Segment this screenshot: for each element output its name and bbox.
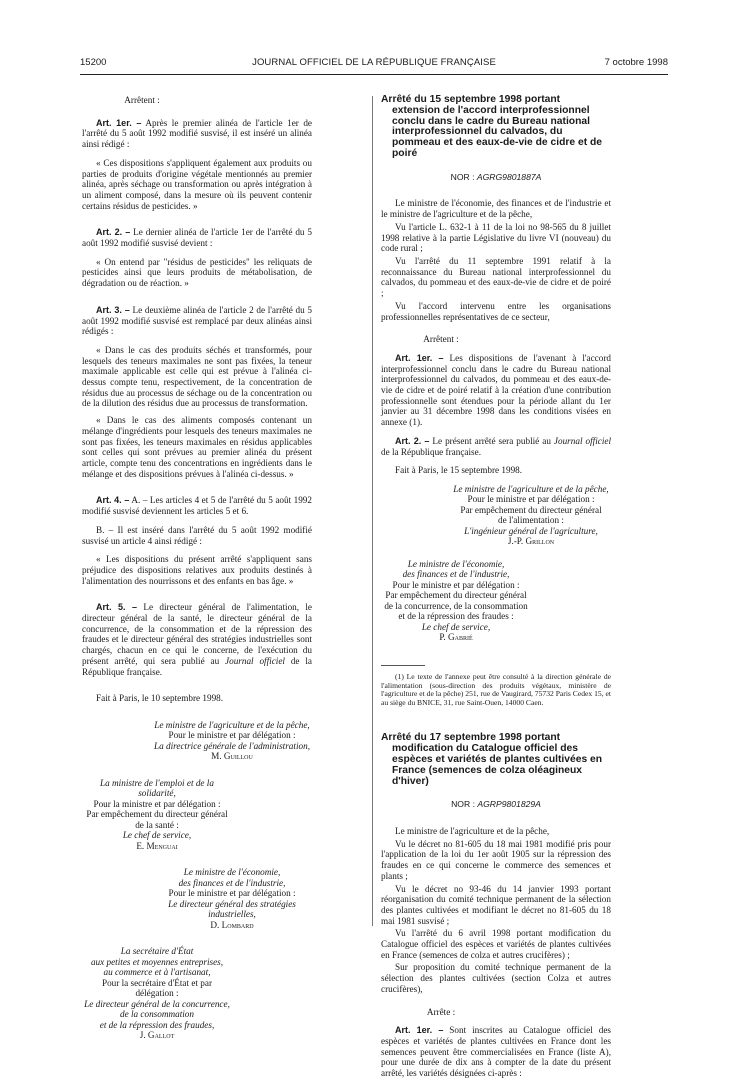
nor-code: AGRG9801887A — [476, 171, 542, 182]
signatory-title: La ministre de l'emploi et de la solidarité, — [100, 777, 214, 799]
signature-block — [381, 559, 531, 643]
article-1 — [381, 353, 611, 428]
fait-a-paris: Fait à Paris, le 15 septembre 1998. — [395, 465, 523, 476]
signatory-title: Le ministre de l'économie, — [183, 867, 281, 878]
signatory-title: La directrice générale de l'administration, — [153, 740, 310, 751]
right-column — [381, 95, 611, 1079]
signatory-title: Le chef de service, — [122, 830, 192, 841]
signatory-title: L'ingénieur général de l'agriculture, — [464, 525, 598, 536]
delegation-line: de la concurrence, de la consommation — [384, 600, 528, 611]
article-1-quote: « Ces dispositions s'appliquent également aux produits ou parties de produits d'origine végétale mentionnés au premier alinéa, après séchage ou transformation ou après intégration à un aliment composé, dans la mesure où ils peuvent contenir certains résidus de pesticides. » — [82, 157, 312, 211]
signatory-title: Le ministre de l'économie, — [407, 558, 505, 569]
page-number: 15200 — [80, 57, 107, 68]
article-4 — [82, 495, 312, 516]
signatory-title: de la consommation — [119, 1009, 194, 1020]
article-1 — [381, 1025, 611, 1079]
journal-title: JOURNAL OFFICIEL DE LA RÉPUBLIQUE FRANÇAISE — [252, 57, 496, 68]
signatory-title: et de la répression des fraudes, — [99, 1019, 215, 1030]
article-label: Art. 1er. – — [96, 117, 142, 128]
signatory-title: des finances et de l'industrie, — [402, 569, 510, 580]
delegation-line: de la santé : — [135, 819, 179, 830]
article-label: Art. 1er. – — [395, 1025, 444, 1036]
article-label: Art. 1er. – — [395, 352, 444, 363]
decree-title: Arrêté du 15 septembre 1998 portant extension de l'accord interprofessionnel conclu dans le cadre du Bureau national interprofessionnel du calvados, du pommeau et des eaux-de-vie de cidre et de poiré — [381, 94, 603, 159]
decree-title: Arrêté du 17 septembre 1998 portant modification du Catalogue officiel des espèces et variétés de plantes cultivées en France (semences de colza oléagineux d'hiver) — [381, 732, 603, 787]
article-3 — [82, 305, 312, 337]
signatory-title: aux petites et moyennes entreprises, — [90, 956, 224, 967]
preamble-paragraph: Vu le décret no 93-46 du 14 janvier 1993 portant réorganisation du comité technique permanent de la sélection des plantes cultivées et modifiant le décret no 81-605 du 18 mai 1981 susvisé ; — [381, 883, 611, 926]
signature-block — [82, 778, 232, 852]
article-2 — [82, 227, 312, 248]
preamble-paragraph: Le ministre de l'économie, des finances et de l'industrie et le ministre de l'agriculture et de la pêche, — [381, 198, 611, 220]
signatory-title: La secrétaire d'État — [120, 946, 194, 957]
fait-a-paris: Fait à Paris, le 10 septembre 1998. — [96, 693, 224, 704]
delegation-line: Pour le ministre et par délégation : — [392, 579, 520, 590]
journal-officiel-ref: Journal officiel — [553, 435, 612, 446]
article-3-quote-1: « Dans le cas des produits séchés et transformés, pour lesquels des teneurs maximales ne sont pas fixées, la teneur maximale applicable est celle qui est prévue à l'alinéa ci-dessus compte tenu, respectivement, de la concentration de résidus due au processus de séchage ou de la concentration ou de la dilution des résidus due au processus de transformation. — [82, 344, 312, 409]
article-label: Art. 2. – — [395, 435, 430, 446]
article-2: Art. 2. – Le présent arrêté sera publié au Journal officiel de la République française. — [381, 435, 612, 457]
nor-reference: NOR : AGRG9801887A — [450, 171, 542, 182]
preamble — [381, 826, 611, 995]
article-label: Art. 4. – — [96, 495, 130, 506]
signature-block — [152, 720, 312, 762]
signature-block — [451, 484, 611, 547]
signature-block — [82, 946, 232, 1041]
article-2-quote: « On entend par "résidus de pesticides" les reliquats de pesticides ainsi que leurs produits de métabolisation, de dégradation ou de réaction. » — [82, 256, 312, 289]
article-3-quote-2: « Dans le cas des aliments composés contenant un mélange d'ingrédients pour lesquels des teneurs maximales ne sont pas fixées, les teneurs maximales en résidus applicables sont celles qui sont prévues au premier alinéa du présent article, compte tenu des concentrations en ingrédients dans le mélange et des dispositions prévues à l'alinéa ci-dessus. » — [82, 415, 312, 479]
delegation-line: et de la répression des fraudes : — [398, 611, 514, 622]
signatory-title: au commerce et à l'artisanat, — [103, 967, 211, 978]
signatory-name: D. Lombard — [210, 919, 254, 930]
article-label: Art. 2. – — [96, 227, 131, 238]
preamble-paragraph: Le ministre de l'agriculture et de la pêche, — [395, 826, 550, 837]
delegation-line: Pour la secrétaire d'État et par délégation : — [101, 977, 213, 999]
delegation-line: Pour le ministre et par délégation : — [168, 730, 296, 741]
article-4-b: B. – Il est inséré dans l'arrêté du 5 août 1992 modifié susvisé un article 4 ainsi rédigé : — [82, 524, 312, 546]
delegation-line: Pour la ministre et par délégation : — [93, 798, 221, 809]
preamble-paragraph: Vu l'article L. 632-1 à 11 de la loi no 98-565 du 8 juillet 1998 relative à la partie Législative du livre VI (nouveau) du code rural ; — [381, 221, 611, 254]
preamble-paragraph: Sur proposition du comité technique permanent de la sélection des plantes cultivées (section Colza et autres crucifères), — [381, 962, 611, 994]
footnote: (1) Le texte de l'annexe peut être consulté à la direction générale de l'alimentation (sous-direction des produits végétaux, ministère de l'agriculture et de la pêche) 251, rue de Vaugirard, 75732 Paris Cedex 15, et au siège du BNICE, 31, rue Saint-Ouen, 14000 Caen. — [381, 671, 611, 707]
issue-date: 7 octobre 1998 — [604, 57, 668, 68]
signature-block — [152, 867, 312, 930]
nor-code: AGRP9801829A — [477, 799, 541, 810]
signatory-name: M. Guillou — [211, 751, 253, 762]
footnote-rule — [381, 665, 425, 666]
arretent-heading: Arrêtent : — [423, 334, 459, 345]
preamble-paragraph: Vu le décret no 81-605 du 18 mai 1981 modifié pris pour l'application de la loi du 1er août 1905 sur la répression des fraudes en ce qui concerne le commerce des semences et plants ; — [381, 838, 611, 881]
column-divider — [372, 96, 373, 926]
journal-officiel-ref: Journal officiel — [225, 655, 285, 666]
signatory-name: P. Gabrié — [439, 632, 473, 643]
article-4-quote: « Les dispositions du présent arrêté s'appliquent sans préjudice des dispositions relatives aux produits destinés à l'alimentation des nourrissons et des enfants en bas âge. » — [82, 554, 312, 586]
arretent-heading: Arrêtent : — [124, 95, 160, 105]
preamble-paragraph: Vu l'arrêté du 6 avril 1998 portant modification du Catalogue officiel des espèces et variétés de plantes cultivées en France (semences de colza et autres crucifères) ; — [381, 928, 611, 960]
page-header — [80, 52, 668, 70]
preamble-paragraph: Vu l'arrêté du 11 septembre 1991 relatif à la reconnaissance du Bureau national interprofessionnel du calvados, du pommeau et des eaux-de-vie de cidre et de poiré ; — [381, 256, 611, 299]
header-rule — [80, 74, 668, 75]
arrete-heading: Arrête : — [426, 1006, 456, 1017]
left-column — [82, 95, 312, 1041]
nor-reference: NOR : AGRP9801829A — [451, 799, 541, 810]
article-text: A. – Les articles 4 et 5 de l'arrêté du 5 août 1992 modifié susvisé deviennent les articles 5 et 6. — [82, 495, 312, 517]
signatory-title: Le ministre de l'agriculture et de la pêche, — [453, 483, 609, 494]
signatory-name: J. Gallot — [139, 1030, 175, 1041]
article-text: Les dispositions de l'avenant à l'accord interprofessionnel conclu dans le cadre du Bureau national interprofessionnel du calvados, du pommeau et des eaux-de-vie de cidre et de poiré relatif à la création d'une contribution professionnelle sont étendues pour la période allant du 1er janvier au 31 décembre 1998 dans les conditions visées en annexe (1). — [381, 352, 612, 428]
delegation-line: Par empêchement du directeur général — [385, 590, 527, 601]
delegation-line: de l'alimentation : — [498, 515, 564, 526]
article-text: Le dernier alinéa de l'article 1er de l'arrêté du 5 août 1992 modifié susvisé devient : — [82, 227, 313, 249]
signatory-name: E. Menguai — [136, 840, 178, 851]
article-text: Après le premier alinéa de l'article 1er de l'arrêté du 5 août 1992 modifié susvisé, il est inséré un alinéa ainsi rédigé : — [82, 117, 312, 150]
article-label: Art. 5. – — [96, 602, 138, 613]
preamble-paragraph: Vu l'accord intervenu entre les organisations professionnelles représentatives de ce secteur, — [381, 300, 611, 322]
signatory-title: des finances et de l'industrie, — [178, 877, 286, 888]
article-text: Sont inscrites au Catalogue officiel des espèces et variétés de plantes cultivées en France dont les semences peuvent être commercialisées en France (liste A), pour une durée de dix ans à compter de la date du présent arrêté, les variétés désignées ci-après : — [381, 1025, 612, 1079]
article-5: Art. 5. – Le directeur général de l'alimentation, le directeur général de la santé, le directeur général de la concurrence, de la consommation et de la répression des fraudes et le directeur général des stratégies industrielles sont chargés, chacun en ce qui le concerne, de l'exécution du présent arrêté, qui sera publié au Journal officiel de la République française. — [82, 602, 313, 677]
signatory-title: Le chef de service, — [421, 621, 491, 632]
delegation-line: Par empêchement du directeur général — [460, 504, 602, 515]
delegation-line: Pour le ministre et par délégation : — [467, 494, 595, 505]
article-text: Le deuxième alinéa de l'article 2 de l'arrêté du 5 août 1992 modifié susvisé est remplacé par deux alinéas ainsi rédigés : — [82, 304, 312, 337]
delegation-line: Pour le ministre et par délégation : — [168, 888, 296, 899]
signatory-name: J.-P. Grillon — [507, 536, 555, 547]
signatory-title: Le directeur général de la concurrence, — [84, 998, 230, 1009]
preamble — [381, 198, 611, 322]
article-label: Art. 3. – — [96, 304, 130, 315]
signatory-title: Le directeur général des stratégies industrielles, — [168, 898, 296, 920]
signatory-title: Le ministre de l'agriculture et de la pêche, — [154, 719, 310, 730]
article-1 — [82, 118, 312, 150]
delegation-line: Par empêchement du directeur général — [86, 809, 228, 820]
